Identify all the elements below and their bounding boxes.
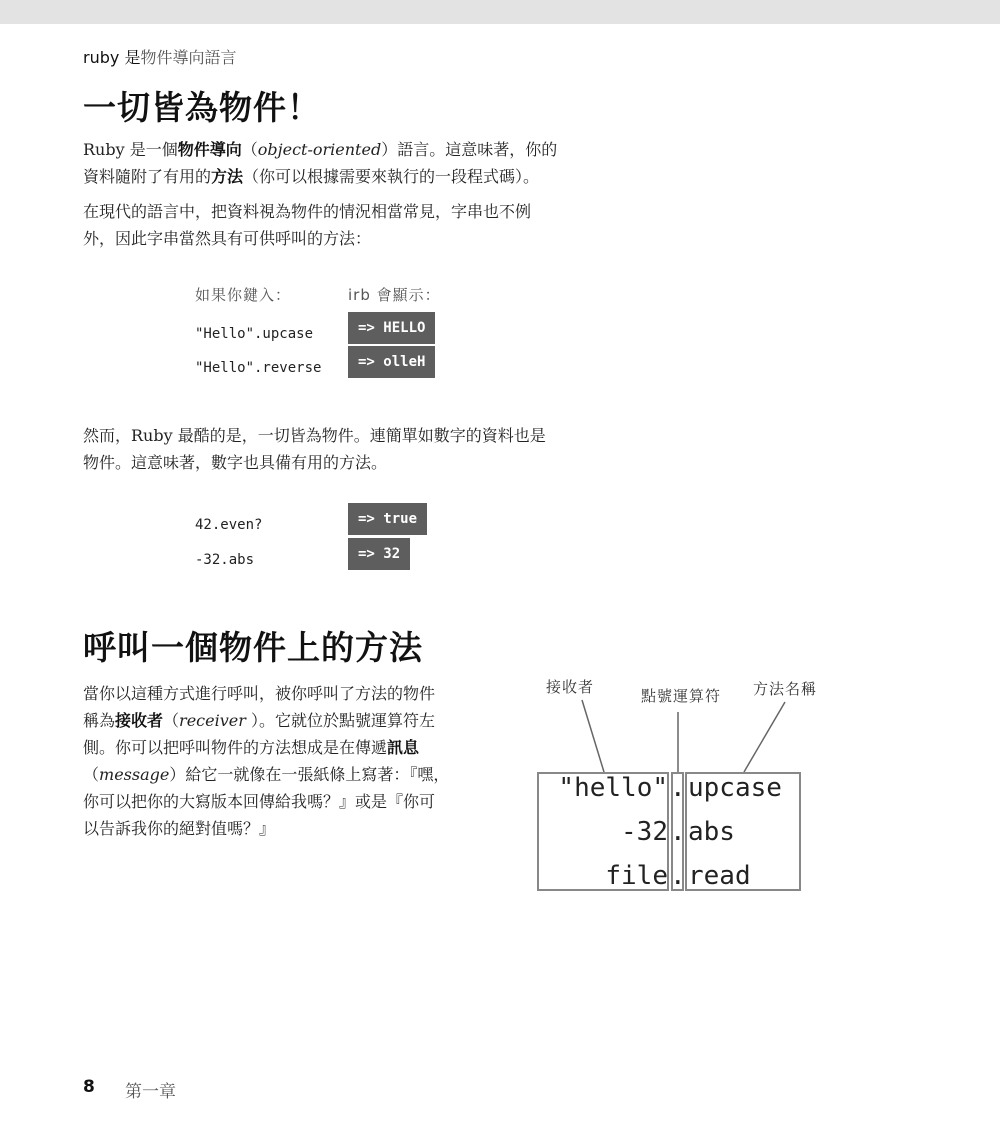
example-result-reverse: => olleH [348, 346, 435, 378]
p1-text-e: ）語言。這意味著，你的 [381, 140, 558, 159]
example-result-even: => true [348, 503, 427, 535]
paragraph-numbers [83, 422, 546, 476]
method-read: read [688, 861, 751, 891]
dot-operator-2: . [670, 817, 686, 847]
pointer-line-receiver [582, 700, 604, 772]
p4-line-5: 你可以把你的大寫版本回傳給我嗎？』或是『你可 [83, 792, 436, 811]
p2-line-1: 在現代的語言中，把資料視為物件的情況相當常見，字串也不例 [83, 202, 532, 221]
example-code-upcase: "Hello".upcase [195, 326, 314, 342]
example-code-reverse: "Hello".reverse [195, 360, 322, 376]
p4-term-receiver: 接收者 [115, 711, 164, 730]
p4-line-1: 當你以這種方式進行呼叫，被你呼叫了方法的物件 [83, 684, 436, 703]
diagram-label-method-name: 方法名稱 [753, 680, 818, 698]
example-result-abs: => 32 [348, 538, 410, 570]
p4-term-message: 訊息 [387, 738, 420, 757]
dot-operator-3: . [670, 861, 686, 891]
p4-line-2a: 稱為 [83, 711, 116, 730]
p1-paren-open: （ [241, 140, 258, 159]
method-abs: abs [688, 817, 735, 847]
p1-text-a: Ruby 是一個 [83, 140, 178, 159]
page-number: 8 [83, 1077, 95, 1097]
dot-operator-1: . [670, 773, 686, 803]
p1-term-object-oriented: 物件導向 [177, 140, 242, 159]
p2-line-2: 外，因此字串當然具有可供呼叫的方法： [83, 229, 372, 248]
p1-text-h: （你可以根據需要來執行的一段程式碼）。 [243, 167, 540, 186]
method-upcase: upcase [688, 773, 782, 803]
section-title-calling-method: 呼叫一個物件上的方法 [83, 628, 423, 667]
diagram-label-dot-operator: 點號運算符 [641, 687, 722, 705]
paragraph-strings [83, 198, 531, 252]
p4-term-message-en: message [99, 765, 170, 784]
receiver-hello: "hello" [558, 773, 668, 803]
p4-term-receiver-en: receiver [179, 711, 246, 730]
p1-text-f: 資料隨附了有用的 [83, 167, 212, 186]
paragraph-receiver [83, 680, 449, 842]
section-title-everything-is-object: 一切皆為物件！ [83, 88, 321, 127]
p4-line-6: 以告訴我你的絕對值嗎？』 [83, 819, 276, 838]
p4-line-3a: 側。你可以把呼叫物件的方法想成是在傳遞 [83, 738, 388, 757]
running-head-section: 物件導向語言 [140, 48, 237, 67]
p4-line-4a: （ [83, 765, 100, 784]
paragraph-intro [83, 136, 557, 190]
example-header-typed: 如果你鍵入： [195, 286, 292, 304]
example-code-abs: -32.abs [195, 552, 255, 568]
receiver-number: -32 [621, 817, 668, 847]
example-result-upcase: => HELLO [348, 312, 435, 344]
p3-line-2: 物件。這意味著，數字也具備有用的方法。 [83, 453, 388, 472]
chapter-label: 第一章 [125, 1082, 176, 1102]
p1-term-english: object-oriented [257, 140, 382, 159]
top-bar [0, 0, 1000, 24]
running-head-code: ruby [83, 48, 120, 67]
p4-line-4c: ）給它一就像在一張紙條上寫著：『嘿， [169, 765, 450, 784]
example-code-even: 42.even? [195, 517, 263, 533]
running-head-connector: 是 [124, 48, 141, 67]
pointer-line-method [744, 702, 785, 772]
p4-line-2e: ）。它就位於點號運算符左 [245, 711, 435, 730]
p4-paren-open: （ [163, 711, 180, 730]
p3-line-1: 然而，Ruby 最酷的是，一切皆為物件。連簡單如數字的資料也是 [83, 426, 546, 445]
running-head [83, 45, 236, 68]
example-header-irb: irb 會顯示： [348, 286, 441, 304]
p1-term-method: 方法 [211, 167, 244, 186]
diagram-label-receiver: 接收者 [546, 678, 595, 696]
receiver-file: file [605, 861, 668, 891]
